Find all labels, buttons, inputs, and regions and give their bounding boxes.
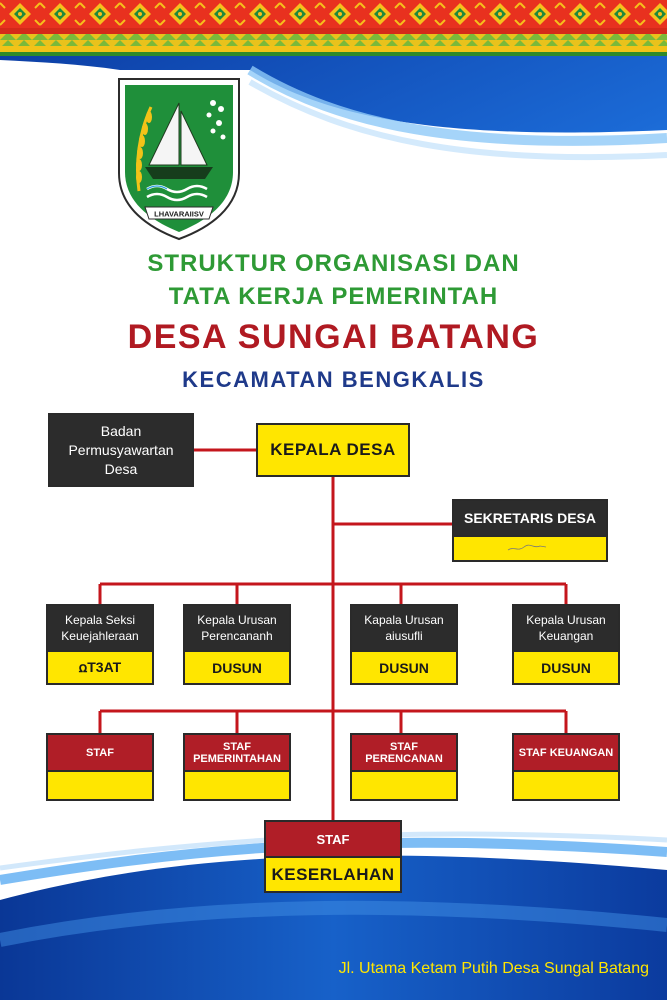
bpd-box: Badan Permusyawartan Desa: [48, 413, 194, 487]
staf-title-perencanaan: STAF PERENCANAN: [350, 733, 458, 770]
unit-title-kesejahteraan: Kepala Seksi Keuejahleraan: [46, 604, 154, 650]
unit-sub-perencanaan: DUSUN: [183, 650, 291, 685]
unit-title-umum: Kapala Urusan aiusufli: [350, 604, 458, 650]
unit-title-perencanaan: Kepala Urusan Perencananh: [183, 604, 291, 650]
staf-name-slot-keuangan: [512, 770, 620, 801]
staf-title-pemerintahan: STAF PEMERINTAHAN: [183, 733, 291, 770]
footer-address: Jl. Utama Ketam Putih Desa Sungal Batang: [338, 960, 649, 977]
sekretaris-desa-title: SEKRETARIS DESA: [452, 499, 608, 535]
seal-motto: LHAVARAIISV: [154, 209, 204, 219]
staf-keserlahan-sub: KESERLAHAN: [264, 856, 402, 893]
staf-keserlahan-title: STAF: [264, 820, 402, 856]
unit-sub-umum: DUSUN: [350, 650, 458, 685]
staf-title-keuangan: STAF KEUANGAN: [512, 733, 620, 770]
staf-name-slot-1: [46, 770, 154, 801]
staf-title-1: STAF: [46, 733, 154, 770]
district-name: KECAMATAN BENGKALIS: [182, 367, 485, 392]
unit-sub-kesejahteraan: ꭥT3AT: [46, 650, 154, 685]
village-name: DESA SUNGAI BATANG: [127, 318, 540, 356]
title-line-1: STRUKTUR ORGANISASI DAN: [147, 250, 520, 277]
sekretaris-desa-name-slot: [452, 535, 608, 562]
staf-name-slot-pemerintahan: [183, 770, 291, 801]
unit-sub-keuangan: DUSUN: [512, 650, 620, 685]
staf-name-slot-perencanaan: [350, 770, 458, 801]
kepala-desa-box: KEPALA DESA: [256, 423, 410, 477]
unit-title-keuangan: Kepala Urusan Keuangan: [512, 604, 620, 650]
title-line-2: TATA KERJA PEMERINTAH: [168, 283, 499, 310]
signature-scribble: [454, 537, 606, 560]
